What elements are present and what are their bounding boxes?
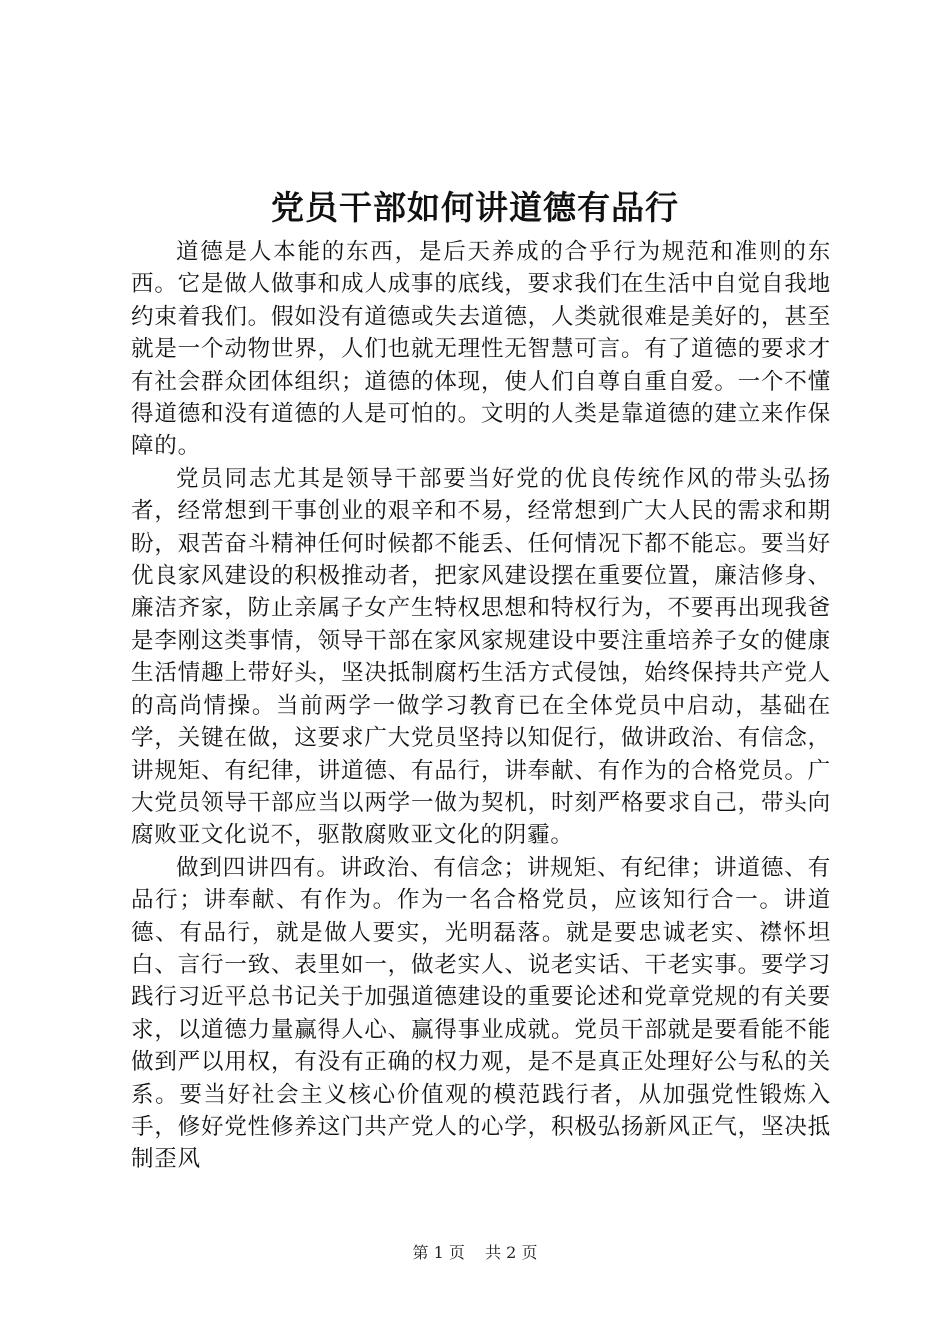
page-number: 第 1 页 (412, 1243, 465, 1262)
page-footer (0, 1242, 950, 1264)
paragraph: 党员同志尤其是领导干部要当好党的优良传统作风的带头弘扬者，经常想到干事创业的艰辛和不易，经常想到广大人民的需求和期盼，艰苦奋斗精神任何时候都不能丢、任何情况下都不能忘。要当好优良家风建设的积极推动者，把家风建设摆在重要位置，廉洁修身、廉洁齐家，防止亲属子女产生特权思想和特权行为，不要再出现我爸是李刚这类事情，领导干部在家风家规建设中要注重培养子女的健康生活情趣上带好头，坚决抵制腐朽生活方式侵蚀，始终保持共产党人的高尚情操。当前两学一做学习教育已在全体党员中启动，基础在学，关键在做，这要求广大党员坚持以知促行，做讲政治、有信念，讲规矩、有纪律，讲道德、有品行，讲奉献、有作为的合格党员。广大党员领导干部应当以两学一做为契机，时刻严格要求自己，带头向腐败亚文化说不，驱散腐败亚文化的阴霾。 (131, 465, 831, 849)
paragraph: 做到四讲四有。讲政治、有信念；讲规矩、有纪律；讲道德、有品行；讲奉献、有作为。作为一名合格党员，应该知行合一。讲道德、有品行，就是做人要实，光明磊落。就是要忠诚老实、襟怀坦白、言行一致、表里如一，做老实人、说老实话、干老实事。要学习践行习近平总书记关于加强道德建设的重要论述和党章党规的有关要求，以道德力量赢得人心、赢得事业成就。党员干部就是要看能不能做到严以用权，有没有正确的权力观，是不是真正处理好公与私的关系。要当好社会主义核心价值观的模范践行者，从加强党性锻炼入手，修好党性修养这门共产党人的心学，积极弘扬新风正气，坚决抵制歪风 (131, 854, 831, 1173)
document-body (131, 236, 831, 1176)
paragraph: 道德是人本能的东西，是后天养成的合乎行为规范和准则的东西。它是做人做事和成人成事的底线，要求我们在生活中自觉自我地约束着我们。假如没有道德或失去道德，人类就很难是美好的，甚至就是一个动物世界，人们也就无理性无智慧可言。有了道德的要求才有社会群众团体组织；道德的体现，使人们自尊自重自爱。一个不懂得道德和没有道德的人是可怕的。文明的人类是靠道德的建立来作保障的。 (131, 239, 831, 460)
page-total: 共 2 页 (485, 1243, 538, 1262)
document-title: 党员干部如何讲道德有品行 (271, 188, 679, 227)
